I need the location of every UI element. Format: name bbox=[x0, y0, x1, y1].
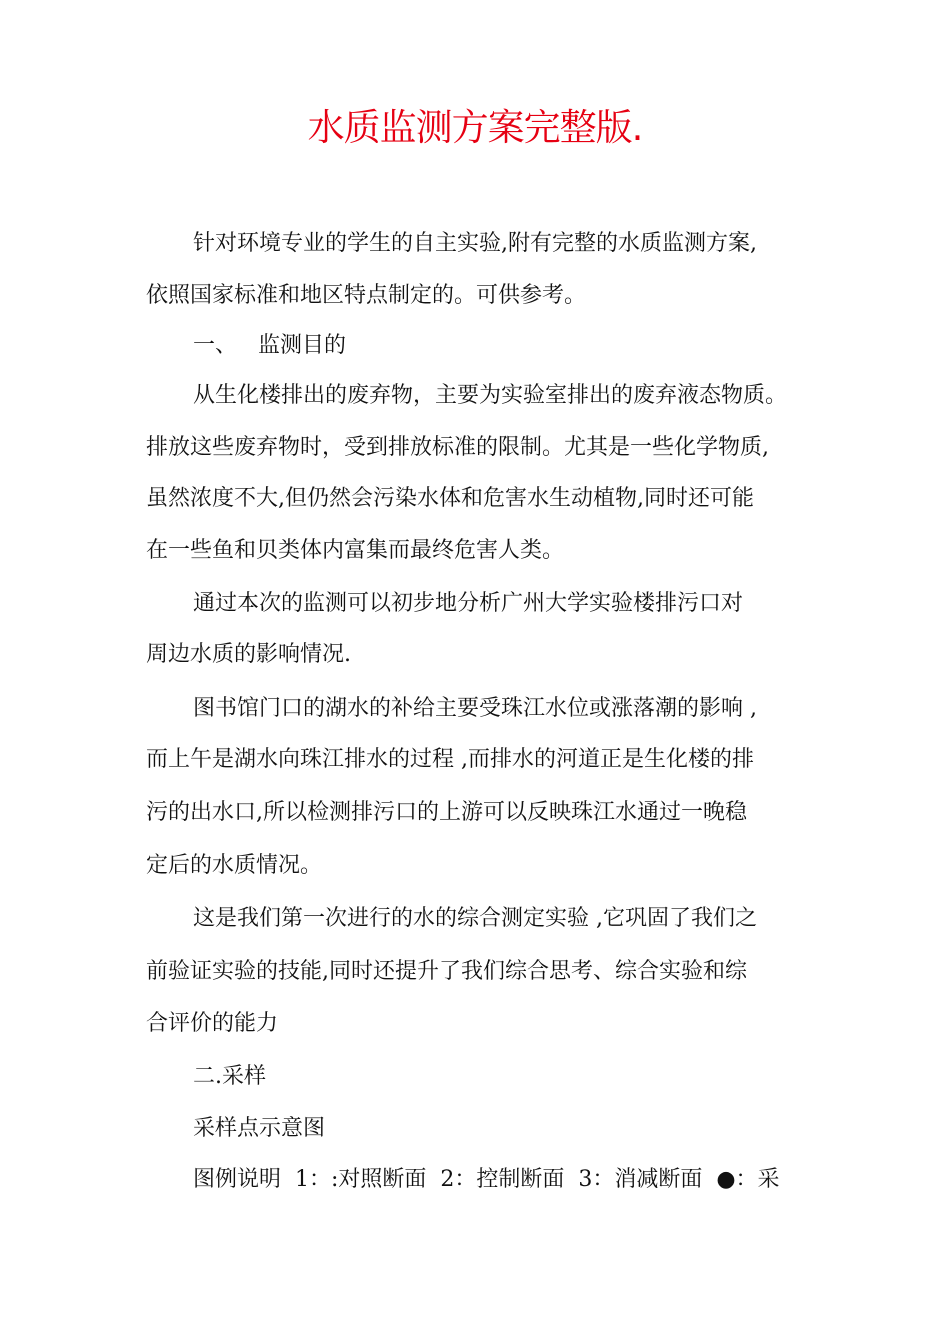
paragraph-line: 针对环境专业的学生的自主实验,附有完整的水质监测方案, bbox=[193, 231, 757, 256]
paragraph-line: 这是我们第一次进行的水的综合测定实验 ,它巩固了我们之 bbox=[193, 906, 757, 931]
paragraph-line: 合评价的能力 bbox=[146, 1011, 279, 1036]
paragraph-line: 采样点示意图 bbox=[193, 1116, 326, 1141]
paragraph-line: 排放这些废弃物时，受到排放标准的限制。尤其是一些化学物质, bbox=[146, 435, 769, 460]
paragraph-line: 从生化楼排出的废弃物，主要为实验室排出的废弃液态物质。 bbox=[193, 383, 788, 408]
paragraph-line: 定后的水质情况。 bbox=[146, 853, 323, 878]
section-heading: 二.采样 bbox=[193, 1064, 266, 1089]
paragraph-line: 污的出水口,所以检测排污口的上游可以反映珠江水通过一晚稳 bbox=[146, 800, 747, 825]
paragraph-line: 通过本次的监测可以初步地分析广州大学实验楼排污口对 bbox=[193, 591, 744, 616]
legend-line: 图例说明 1：:对照断面 2：控制断面 3：消减断面 ●：采 bbox=[193, 1167, 780, 1192]
paragraph-line: 而上午是湖水向珠江排水的过程 ,而排水的河道正是生化楼的排 bbox=[146, 747, 754, 772]
paragraph-line: 周边水质的影响情况. bbox=[146, 642, 351, 667]
paragraph-line: 依照国家标准和地区特点制定的。可供参考。 bbox=[146, 283, 587, 308]
paragraph-line: 虽然浓度不大,但仍然会污染水体和危害水生动植物,同时还可能 bbox=[146, 486, 754, 511]
document-title: 水质监测方案完整版. bbox=[307, 106, 643, 149]
paragraph-line: 在一些鱼和贝类体内富集而最终危害人类。 bbox=[146, 538, 565, 563]
paragraph-line: 前验证实验的技能,同时还提升了我们综合思考、综合实验和综 bbox=[146, 959, 747, 984]
section-heading: 一、 监测目的 bbox=[193, 333, 346, 358]
paragraph-line: 图书馆门口的湖水的补给主要受珠江水位或涨落潮的影响 , bbox=[193, 696, 757, 721]
